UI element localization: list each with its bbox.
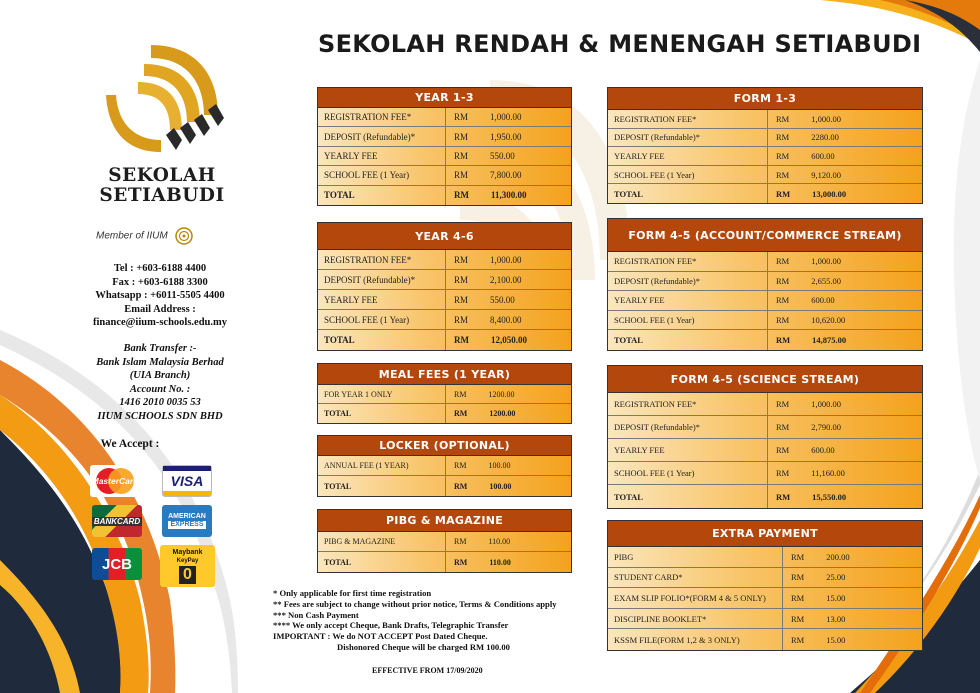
- bank-transfer-info: [60, 342, 260, 423]
- fee-currency: RM: [454, 190, 469, 201]
- fee-amount: 2,100.00: [490, 274, 522, 285]
- fee-amount-cell: [446, 290, 515, 309]
- fee-currency: RM: [776, 335, 791, 346]
- fee-row: [608, 110, 922, 129]
- fee-amount-cell: [768, 439, 835, 461]
- fee-row: [608, 166, 922, 185]
- school-name-line2: SETIABUDI: [99, 185, 225, 206]
- fee-currency: RM: [454, 150, 469, 161]
- table-form-1-3: [607, 87, 923, 204]
- fee-currency: RM: [776, 132, 790, 143]
- table-meal-fees: [317, 363, 572, 424]
- bank-name: Bank Islam Malaysia Berhad: [96, 356, 224, 368]
- fee-amount-cell: [446, 330, 527, 350]
- fee-label: REGISTRATION FEE*: [608, 252, 768, 271]
- fee-amount-cell: [783, 588, 845, 608]
- fee-amount: 15.00: [826, 634, 846, 645]
- fee-currency: RM: [454, 557, 468, 567]
- fee-amount-cell: [446, 147, 515, 165]
- visa-icon: [162, 465, 212, 497]
- fee-currency: RM: [776, 295, 790, 306]
- fee-amount: 10,620.00: [811, 315, 846, 326]
- fee-amount-cell: [768, 393, 841, 415]
- fee-row: [318, 127, 571, 146]
- table-header: YEAR 4-6: [318, 223, 571, 250]
- fee-label: SCHOOL FEE (1 Year): [318, 166, 446, 184]
- fee-label: DEPOSIT (Refundable)*: [318, 270, 446, 289]
- note-line: ** Fees are subject to change without prior notice, Terms & Conditions apply: [273, 598, 557, 609]
- fee-row: [608, 291, 922, 311]
- fee-amount: 1,000.00: [490, 112, 522, 123]
- fee-amount-cell: [446, 532, 510, 551]
- fee-row: [608, 462, 922, 485]
- fee-label: TOTAL: [608, 485, 768, 508]
- fee-amount: 110.00: [488, 537, 511, 546]
- fee-amount: 1200.00: [489, 409, 516, 418]
- fee-currency: RM: [454, 314, 469, 325]
- fee-currency: RM: [776, 468, 790, 478]
- fee-amount-cell: [768, 184, 846, 203]
- fee-amount-cell: [768, 485, 846, 508]
- table-year-4-6: [317, 222, 572, 351]
- fee-label: REGISTRATION FEE*: [318, 250, 446, 269]
- fee-label: TOTAL: [608, 330, 768, 350]
- fee-amount: 200.00: [826, 551, 850, 562]
- table-header: FORM 4-5 (ACCOUNT/COMMERCE STREAM): [608, 219, 922, 252]
- amex-top-label: AMERICAN: [168, 513, 206, 520]
- fee-amount-cell: [768, 166, 841, 184]
- table-header: FORM 4-5 (SCIENCE STREAM): [608, 366, 922, 393]
- fee-row: [318, 385, 571, 404]
- fee-currency: RM: [454, 409, 468, 418]
- fee-label: REGISTRATION FEE*: [318, 108, 446, 126]
- fee-row: [318, 290, 571, 310]
- fee-amount: 1,000.00: [490, 254, 522, 265]
- fee-label: YEARLY FEE: [608, 439, 768, 461]
- table-year-1-3: [317, 87, 572, 206]
- fee-amount-cell: [783, 629, 845, 650]
- fee-label: PIBG: [608, 547, 783, 567]
- we-accept-heading: We Accept :: [100, 438, 160, 450]
- total-row: [608, 485, 922, 508]
- fee-currency: RM: [454, 274, 469, 285]
- fee-amount: 9,120.00: [811, 169, 841, 180]
- fee-amount-cell: [768, 330, 846, 350]
- note-line: *** Non Cash Payment: [273, 609, 359, 620]
- fee-label: TOTAL: [318, 186, 446, 205]
- fee-row: [608, 311, 922, 331]
- iium-emblem-icon: [174, 226, 194, 246]
- table-pibg-magazine: [317, 509, 572, 573]
- school-name: [92, 166, 232, 206]
- note-line: IMPORTANT : We do NOT ACCEPT Post Dated Cheque.: [273, 631, 488, 642]
- fee-label: SCHOOL FEE (1 Year): [608, 166, 768, 184]
- member-of-iium: [96, 226, 194, 246]
- fee-amount-cell: [768, 272, 841, 291]
- page-title: SEKOLAH RENDAH & MENENGAH SETIABUDI: [318, 30, 922, 58]
- fee-amount-cell: [446, 270, 522, 289]
- fee-row: [318, 166, 571, 185]
- note-line: Dishonored Cheque will be charged RM 100.00: [337, 641, 510, 652]
- bankcard-icon: [92, 505, 142, 537]
- fee-label: DISCIPLINE BOOKLET*: [608, 609, 783, 629]
- fee-currency: RM: [776, 275, 790, 286]
- fee-label: REGISTRATION FEE*: [608, 110, 768, 128]
- fee-row: [318, 270, 571, 290]
- fee-amount-cell: [446, 552, 511, 572]
- maybank-keypay-icon: [160, 545, 215, 587]
- fee-currency: RM: [454, 481, 468, 491]
- total-row: [318, 404, 571, 423]
- fee-label: TOTAL: [318, 476, 446, 496]
- fee-amount: 550.00: [490, 150, 515, 161]
- fee-amount: 1,000.00: [811, 256, 841, 267]
- fee-amount: 550.00: [490, 294, 515, 305]
- fee-currency: RM: [776, 445, 790, 455]
- mastercard-icon: [90, 465, 140, 497]
- fee-label: YEARLY FEE: [318, 147, 446, 165]
- total-row: [318, 330, 571, 350]
- fee-amount: 25.00: [826, 572, 846, 583]
- fee-currency: RM: [776, 315, 790, 326]
- fee-label: TOTAL: [608, 184, 768, 203]
- fee-currency: RM: [454, 335, 469, 345]
- fee-amount-cell: [446, 476, 511, 496]
- fee-amount: 13,000.00: [812, 188, 847, 199]
- fee-amount: 600.00: [811, 295, 835, 306]
- fee-amount: 110.00: [489, 557, 511, 567]
- fee-label: TOTAL: [318, 404, 446, 423]
- fee-label: KSSM FILE(FORM 1,2 & 3 ONLY): [608, 629, 783, 650]
- fee-amount: 600.00: [811, 445, 835, 455]
- fee-label: SCHOOL FEE (1 Year): [608, 462, 768, 484]
- contact-tel: Tel : +603-6188 4400: [113, 263, 207, 274]
- fee-amount: 11,300.00: [491, 190, 527, 201]
- table-header: PIBG & MAGAZINE: [318, 510, 571, 532]
- fee-label: YEARLY FEE: [318, 290, 446, 309]
- fee-amount-cell: [768, 147, 835, 165]
- fee-currency: RM: [454, 131, 469, 142]
- amex-icon: [162, 505, 212, 537]
- fee-amount-cell: [783, 568, 845, 588]
- table-header: FORM 1-3: [608, 88, 922, 110]
- fee-row: [318, 456, 571, 476]
- fee-row: [608, 568, 922, 589]
- fee-label: ANNUAL FEE (1 YEAR): [318, 456, 446, 475]
- fee-label: SCHOOL FEE (1 Year): [608, 311, 768, 330]
- fee-currency: RM: [776, 113, 790, 124]
- fee-currency: RM: [776, 399, 790, 409]
- fee-currency: RM: [791, 551, 805, 562]
- fee-currency: RM: [454, 389, 467, 399]
- maybank-label: Maybank: [172, 549, 203, 556]
- fee-currency: RM: [454, 537, 467, 546]
- fee-currency: RM: [776, 491, 791, 502]
- fee-currency: RM: [791, 634, 805, 645]
- bank-account-label: Account No. :: [129, 383, 191, 395]
- fee-label: YEARLY FEE: [608, 147, 768, 165]
- fee-amount-cell: [768, 462, 845, 484]
- visa-label: VISA: [170, 473, 204, 489]
- table-form-4-5-account: [607, 218, 923, 351]
- fee-amount: 7,800.00: [490, 170, 522, 181]
- fee-amount-cell: [768, 416, 841, 438]
- bank-holder: IIUM SCHOOLS SDN BHD: [97, 410, 223, 422]
- fee-currency: RM: [791, 592, 805, 603]
- fee-row: [318, 147, 571, 166]
- fee-amount-cell: [446, 385, 514, 403]
- fee-row: [318, 310, 571, 330]
- fee-label: TOTAL: [318, 330, 446, 350]
- fee-amount: 2280.00: [811, 132, 839, 143]
- fee-row: [608, 588, 922, 609]
- fee-row: [318, 250, 571, 270]
- fee-row: [608, 547, 922, 568]
- fee-amount-cell: [768, 129, 839, 147]
- maybank-num-label: 0: [179, 566, 196, 584]
- fee-currency: RM: [454, 254, 469, 265]
- fee-amount-cell: [446, 456, 510, 475]
- total-row: [318, 552, 571, 572]
- fee-label: REGISTRATION FEE*: [608, 393, 768, 415]
- total-row: [608, 184, 922, 203]
- fee-amount-cell: [446, 186, 527, 205]
- fee-amount: 12,050.00: [491, 335, 527, 345]
- contact-email-label: Email Address :: [124, 303, 196, 315]
- fee-label: FOR YEAR 1 ONLY: [318, 385, 446, 403]
- fee-currency: RM: [776, 422, 790, 432]
- total-row: [608, 330, 922, 350]
- fee-currency: RM: [776, 188, 791, 199]
- fee-currency: RM: [776, 169, 790, 180]
- bank-heading: Bank Transfer :-: [123, 343, 197, 354]
- fee-amount: 2,655.00: [811, 275, 841, 286]
- fee-label: SCHOOL FEE (1 Year): [318, 310, 446, 329]
- fee-label: PIBG & MAGAZINE: [318, 532, 446, 551]
- fee-row: [608, 129, 922, 148]
- fee-currency: RM: [454, 461, 467, 470]
- fee-row: [608, 147, 922, 166]
- contact-fax: Fax : +603-6188 3300: [112, 276, 208, 288]
- fee-currency: RM: [776, 150, 790, 161]
- fee-row: [608, 252, 922, 272]
- fee-amount-cell: [783, 547, 850, 567]
- fee-amount-cell: [768, 291, 835, 310]
- footnotes: [273, 588, 557, 653]
- fee-amount-cell: [446, 250, 522, 269]
- fee-row: [608, 416, 922, 439]
- table-header: LOCKER (OPTIONAL): [318, 436, 571, 456]
- mastercard-label: MasterCard: [91, 476, 139, 486]
- member-text: Member of IIUM: [96, 230, 168, 242]
- fee-amount: 15.00: [826, 592, 846, 603]
- fee-amount-cell: [768, 110, 841, 128]
- fee-amount: 8,400.00: [490, 314, 522, 325]
- table-header: EXTRA PAYMENT: [608, 521, 922, 547]
- fee-currency: RM: [791, 613, 805, 624]
- bankcard-label: BANKCARD: [93, 516, 141, 526]
- table-form-4-5-science: [607, 365, 923, 509]
- fee-currency: RM: [454, 170, 469, 181]
- fee-amount: 1200.00: [488, 389, 515, 399]
- jcb-label: JCB: [101, 555, 132, 573]
- fee-amount-cell: [783, 609, 845, 629]
- fee-row: [608, 629, 922, 650]
- fee-amount-cell: [768, 252, 841, 271]
- table-locker: [317, 435, 572, 497]
- table-header: MEAL FEES (1 YEAR): [318, 364, 571, 385]
- bank-branch: (UIA Branch): [129, 370, 191, 381]
- fee-amount: 1,950.00: [490, 131, 522, 142]
- fee-label: YEARLY FEE: [608, 291, 768, 310]
- amex-bottom-label: EXPRESS: [170, 521, 204, 528]
- fee-row: [608, 439, 922, 462]
- fee-amount-cell: [446, 108, 522, 126]
- fee-amount-cell: [768, 311, 845, 330]
- fee-amount: 1,000.00: [811, 399, 841, 409]
- fee-row: [318, 108, 571, 127]
- table-header: YEAR 1-3: [318, 88, 571, 108]
- fee-label: STUDENT CARD*: [608, 568, 783, 588]
- fee-amount: 100.00: [488, 461, 511, 470]
- note-line: * Only applicable for first time registration: [273, 588, 432, 598]
- fee-currency: RM: [454, 112, 469, 123]
- contact-info: [60, 262, 260, 330]
- fee-label: DEPOSIT (Refundable)*: [608, 129, 768, 147]
- fee-amount: 600.00: [811, 150, 835, 161]
- effective-date: EFFECTIVE FROM 17/09/2020: [372, 666, 483, 675]
- fee-amount: 15,550.00: [812, 491, 847, 502]
- school-name-line1: SEKOLAH: [108, 165, 216, 186]
- fee-amount-cell: [446, 166, 522, 184]
- school-logo-icon: [96, 40, 226, 160]
- table-extra-payment: [607, 520, 923, 651]
- fee-label: EXAM SLIP FOLIO*(FORM 4 & 5 ONLY): [608, 588, 783, 608]
- contact-whatsapp: Whatsapp : +6011-5505 4400: [95, 290, 225, 301]
- fee-amount-cell: [446, 127, 522, 145]
- fee-row: [608, 609, 922, 630]
- fee-amount: 2,790.00: [811, 422, 841, 432]
- fee-amount: 100.00: [489, 481, 512, 491]
- fee-row: [318, 532, 571, 552]
- contact-email[interactable]: finance@iium-schools.edu.my: [92, 317, 228, 328]
- fee-amount: 11,160.00: [811, 468, 845, 478]
- fee-amount: 14,875.00: [812, 335, 847, 346]
- fee-currency: RM: [454, 294, 469, 305]
- fee-label: DEPOSIT (Refundable)*: [608, 416, 768, 438]
- fee-amount: 13.00: [826, 613, 846, 624]
- fee-label: TOTAL: [318, 552, 446, 572]
- jcb-icon: [92, 548, 142, 580]
- fee-label: DEPOSIT (Refundable)*: [318, 127, 446, 145]
- bank-account-no: 1416 2010 0035 53: [119, 397, 201, 408]
- fee-row: [608, 393, 922, 416]
- total-row: [318, 476, 571, 496]
- fee-label: DEPOSIT (Refundable)*: [608, 272, 768, 291]
- fee-currency: RM: [776, 256, 790, 267]
- fee-currency: RM: [791, 572, 805, 583]
- note-line: **** We only accept Cheque, Bank Drafts, Telegraphic Transfer: [273, 620, 509, 631]
- total-row: [318, 186, 571, 205]
- maybank-sub-label: KeyPay: [176, 558, 199, 564]
- fee-amount-cell: [446, 310, 522, 329]
- fee-row: [608, 272, 922, 292]
- fee-amount: 1,000.00: [811, 113, 841, 124]
- fee-amount-cell: [446, 404, 515, 423]
